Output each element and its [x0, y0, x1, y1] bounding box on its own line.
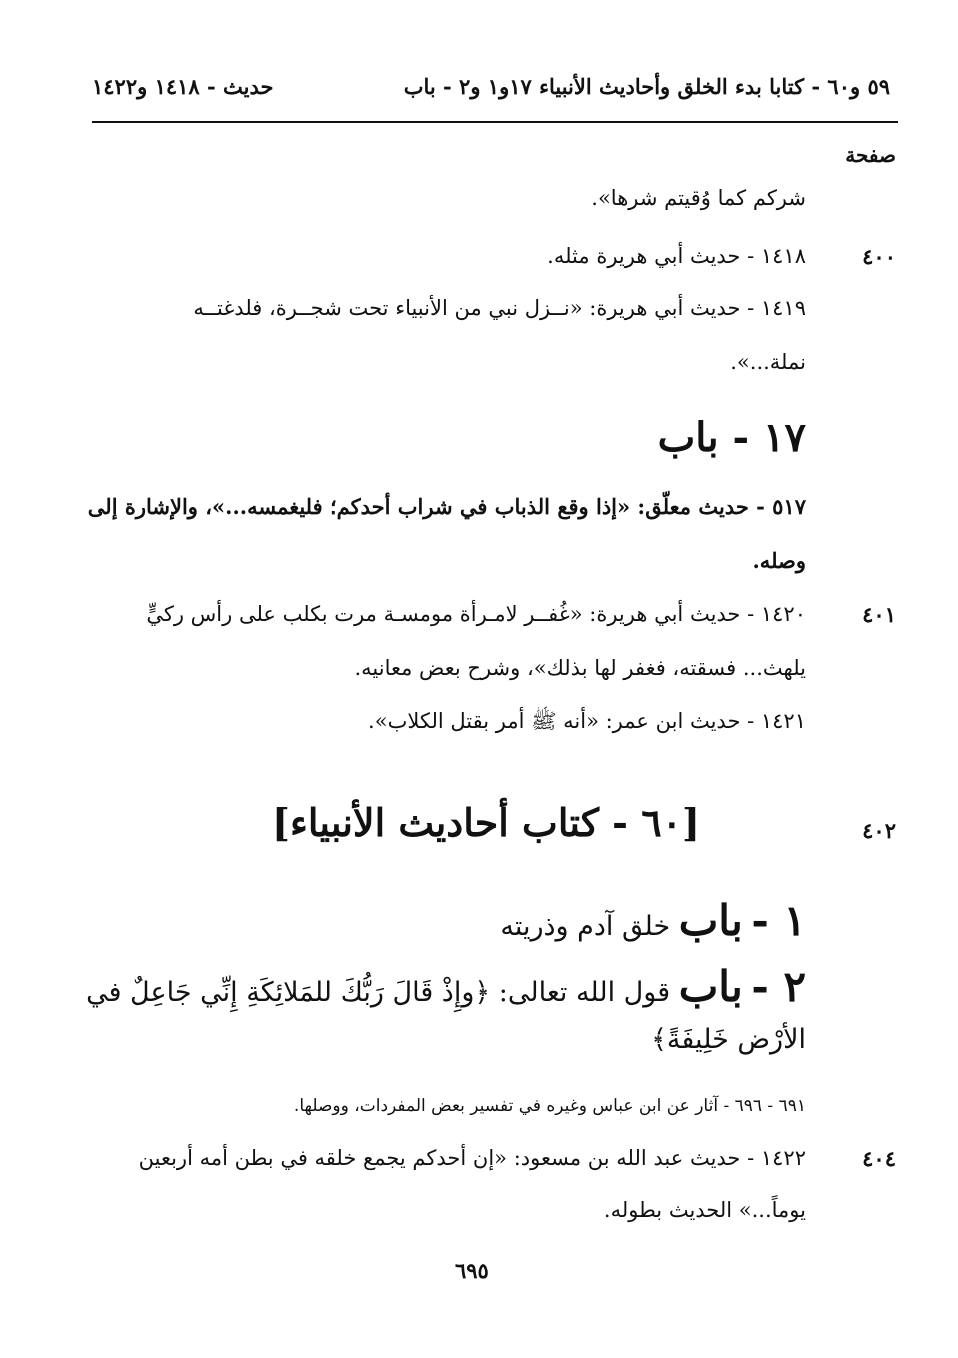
book-heading: [٦٠ - كتاب أحاديث الأنبياء]	[271, 800, 700, 845]
page-ref: ٤٠١	[862, 602, 896, 627]
running-header-left: حديث - ١٤١٨ و١٤٢٢	[92, 74, 274, 99]
chapter-number: ١ -	[751, 896, 806, 945]
hadith-line: ١٤١٩ - حديث أبي هريرة: «نــزل نبي من الأنبياء تحت شجــرة، فلدغتــه	[193, 296, 806, 320]
hadith-line: ٥١٧ - حديث معلّق: «إذا وقع الذباب في شراب أحدكم؛ فليغمسه...»، والإشارة إلى	[87, 494, 806, 519]
text-line: يوماً...» الحديث بطوله.	[603, 1198, 806, 1222]
text-line: شركم كما وُقيتم شرها».	[591, 186, 806, 210]
chapter-number: ٢ -	[751, 962, 806, 1011]
hadith-line: ١٤٢٠ - حديث أبي هريرة: «غُفــر لامـرأة مومسـة مرت بكلب على رأس ركيٍّ	[146, 602, 806, 626]
page-column-label: صفحة	[845, 143, 896, 167]
page-number: ٦٩٥	[455, 1258, 489, 1283]
chapter-heading	[500, 896, 806, 945]
page-ref: ٤٠٠	[862, 244, 896, 269]
page-ref: ٤٠٤	[862, 1146, 896, 1171]
chapter-title: قول الله تعالى: ﴿وإِذْ قَالَ رَبُّكَ للمَلائِكَةِ إِنِّي جَاعِلٌ في	[86, 977, 671, 1008]
header-rule	[92, 121, 898, 123]
hadith-line: ١٤١٨ - حديث أبي هريرة مثله.	[547, 244, 806, 268]
hadith-line: ١٤٢١ - حديث ابن عمر: «أنه ﷺ أمر بقتل الكلاب».	[368, 709, 806, 733]
chapter-title-continuation: الأرْض خَلِيفَةً﴾	[651, 1024, 806, 1055]
text-line: وصله.	[752, 548, 806, 573]
chapter-heading	[86, 962, 806, 1011]
chapter-word: باب	[678, 962, 743, 1011]
chapter-heading: ١٧ - باب	[657, 414, 806, 461]
chapter-title: خلق آدم وذريته	[500, 911, 671, 942]
running-header-right: ٥٩ و٦٠ - كتابا بدء الخلق وأحاديث الأنبياء ١٧و١ و٢ - باب	[403, 74, 890, 99]
chapter-word: باب	[678, 896, 743, 945]
note-line: ٦٩١ - ٦٩٦ - آثار عن ابن عباس وغيره في تفسير بعض المفردات، ووصلها.	[293, 1096, 806, 1116]
text-line: يلهث... فسقته، فغفر لها بذلك»، وشرح بعض معانيه.	[354, 656, 806, 680]
text-line: نملة...».	[730, 350, 806, 374]
page-ref: ٤٠٢	[862, 818, 896, 843]
hadith-line: ١٤٢٢ - حديث عبد الله بن مسعود: «إن أحدكم يجمع خلقه في بطن أمه أربعين	[138, 1146, 806, 1170]
